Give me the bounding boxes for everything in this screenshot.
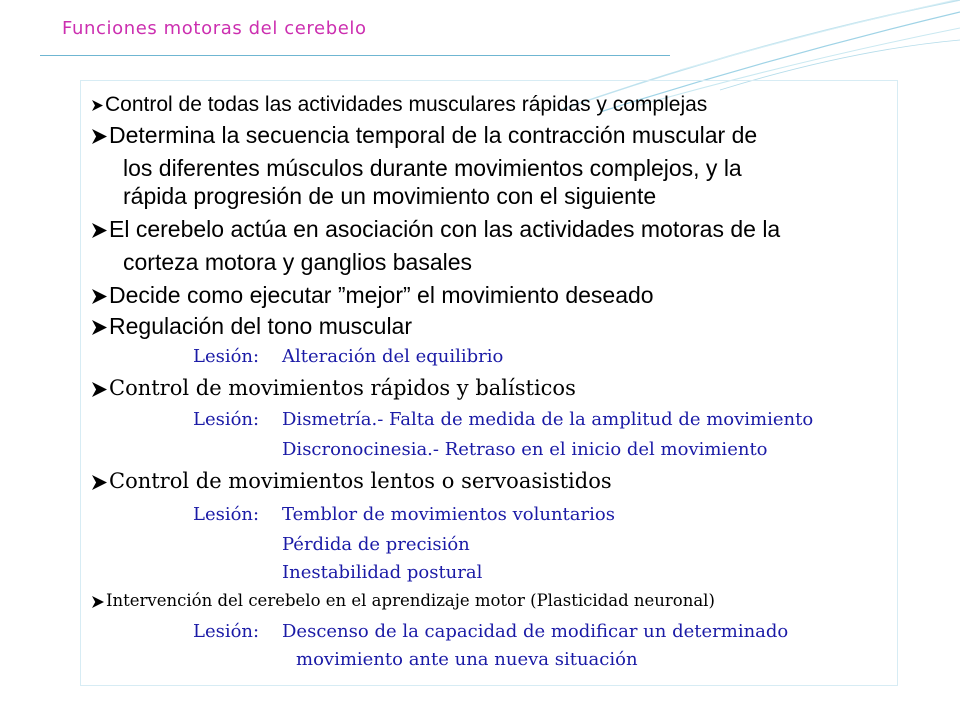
- list-item-text: Regulación del tono muscular: [109, 313, 413, 339]
- arrow-bullet-icon: [92, 223, 107, 238]
- lesion-text: Discronocinesia.- Retraso en el inicio del movimiento: [282, 439, 768, 460]
- arrow-bullet-icon: [92, 100, 103, 111]
- list-item: [92, 471, 612, 492]
- list-item-continuation: rápida progresión de un movimiento con el siguiente: [123, 183, 657, 209]
- list-item: [92, 94, 707, 115]
- page-title: Funciones motoras del cerebelo: [62, 18, 367, 39]
- list-item-text: Control de movimientos lentos o servoasistidos: [109, 469, 612, 493]
- lesion-text: Temblor de movimientos voluntarios: [282, 504, 615, 525]
- arrow-bullet-icon: [92, 129, 107, 144]
- list-item-text: Decide como ejecutar ”mejor” el movimiento deseado: [109, 282, 654, 308]
- arrow-bullet-icon: [92, 382, 107, 397]
- arrow-bullet-icon: [92, 320, 107, 335]
- list-item: [92, 124, 757, 147]
- lesion-text: Pérdida de precisión: [282, 534, 470, 555]
- arrow-bullet-icon: [92, 596, 104, 608]
- list-item: [92, 284, 654, 307]
- list-item: [92, 593, 715, 610]
- lesion-text: Descenso de la capacidad de modificar un determinado: [282, 621, 789, 642]
- list-item: [92, 378, 576, 399]
- list-item-text: Control de movimientos rápidos y balísticos: [109, 376, 576, 400]
- list-item-text: Control de todas las actividades musculares rápidas y complejas: [105, 93, 708, 116]
- list-item-text: Intervención del cerebelo en el aprendizaje motor (Plasticidad neuronal): [106, 591, 715, 610]
- lesion-label: Lesión:: [193, 504, 260, 525]
- lesion-text: Alteración del equilibrio: [282, 346, 504, 367]
- lesion-text: Dismetría.- Falta de medida de la amplitud de movimiento: [282, 409, 814, 430]
- title-underline: [40, 55, 670, 56]
- list-item-text: El cerebelo actúa en asociación con las actividades motoras de la: [109, 216, 781, 242]
- list-item: [92, 218, 780, 241]
- lesion-text: movimiento ante una nueva situación: [296, 649, 638, 670]
- list-item-continuation: los diferentes músculos durante movimientos complejos, y la: [123, 155, 742, 181]
- lesion-label: Lesión:: [193, 409, 260, 430]
- list-item-text: Determina la secuencia temporal de la contracción muscular de: [109, 122, 758, 148]
- lesion-text: Inestabilidad postural: [282, 562, 483, 583]
- lesion-label: Lesión:: [193, 346, 260, 367]
- arrow-bullet-icon: [92, 289, 107, 304]
- lesion-label: Lesión:: [193, 621, 260, 642]
- list-item: [92, 315, 412, 338]
- list-item-continuation: corteza motora y ganglios basales: [123, 249, 473, 275]
- arrow-bullet-icon: [92, 475, 107, 490]
